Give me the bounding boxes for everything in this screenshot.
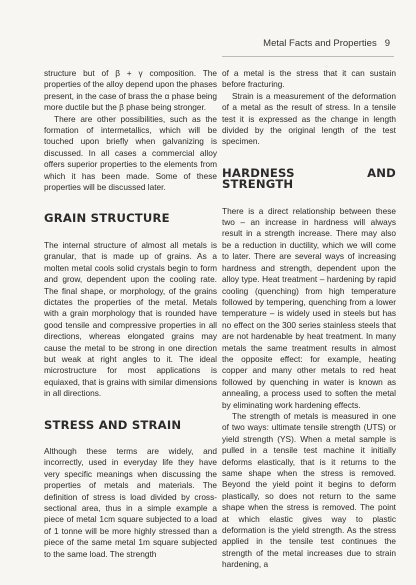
paragraph: Although these terms are widely, and incorrectly, used in everyday life they have very specific meanings when discussing the properties of metals and materials. The definition of stress is load divided by cross-sectional area, thus in a simple example a piece of metal 1cm square subjected to a load of 1 tonne will be more highly stressed than a piece of the same metal 1m square subjected to the same load. The strength — [44, 445, 217, 559]
paragraph: The internal structure of almost all metals is granular, that is made up of grains. As a molten metal cools solid crystals begin to form and grow, dependent upon the cooling rate. The final shape, or morphology, of the grains dictates the properties of the metal. Metals with a grain morphology that is rounded have good tensile and compressive properties in all directions, whereas elongated grains may cause the metal to be strong in one direction but weak at right angles to it. The ideal microstructure for most applications is equiaxed, that is grains with similar dimensions in all directions. — [44, 239, 217, 399]
paragraph: structure but of β + γ composition. The properties of the alloy depend upon the phases present, in the case of brass the α phase being more ductile but the β phase being stronger. — [44, 68, 217, 113]
paragraph: There is a direct relationship between these two – an increase in hardness will always result in a strength increase. There may also be a reduction in ductility, which we will come to later. There are several ways of increasing hardness and strength, dependent upon the alloy type. Heat treatment – hardening by rapid cooling (quenching) from high temperature followed by tempering, quenching from a lower temperature – is widely used in steels but has no effect on the 300 series stainless steels that are not hardenable by heat treatment. In many metals the same treatment results in almost the opposite effect: for example, heating copper and many other metals to red heat followed by quenching in water is known as annealing, a process used to soften the metal by eliminating work hardening effects. — [222, 205, 396, 410]
paragraph: Strain is a measurement of the deformation of a metal as the result of stress. In a tensile test it is expressed as the change in length divided by the original length of the test specimen. — [222, 90, 396, 147]
paragraph: The strength of metals is measured in one of two ways: ultimate tensile strength (UTS) or yield strength (YS). When a metal sample is pulled in a tensile test machine it initially deforms elastically, that is it returns to the same shape when the stress is removed. Beyond the yield point it begins to deform plastically, so does not return to the same shape when the stress is removed. The point at which elastic gives way to plastic deformation is the yield strength. As the stress applied in the tensile test continues the strength of the metal increases due to strain hardening, a — [222, 410, 396, 570]
section-heading-grain-structure: GRAIN STRUCTURE — [44, 211, 170, 226]
paragraph: There are other possibilities, such as the formation of intermetallics, which will be touched upon briefly when galvanizing is discussed. In all cases a commercial alloy offers superior properties to the elements from which it has been made. Some of these properties will be discussed later. — [44, 113, 217, 193]
header-rule — [222, 56, 394, 57]
paragraph: of a metal is the stress that it can sustain before fracturing. — [222, 68, 396, 90]
section-heading-hardness-and-strength: HARDNESS AND STRENGTH — [222, 165, 396, 192]
right-column — [222, 68, 396, 571]
running-header — [240, 34, 390, 52]
left-column — [44, 68, 217, 560]
running-header-title: Metal Facts and Properties — [263, 37, 377, 49]
section-heading-stress-and-strain: STRESS AND STRAIN — [44, 417, 182, 432]
page-number: 9 — [384, 37, 390, 49]
